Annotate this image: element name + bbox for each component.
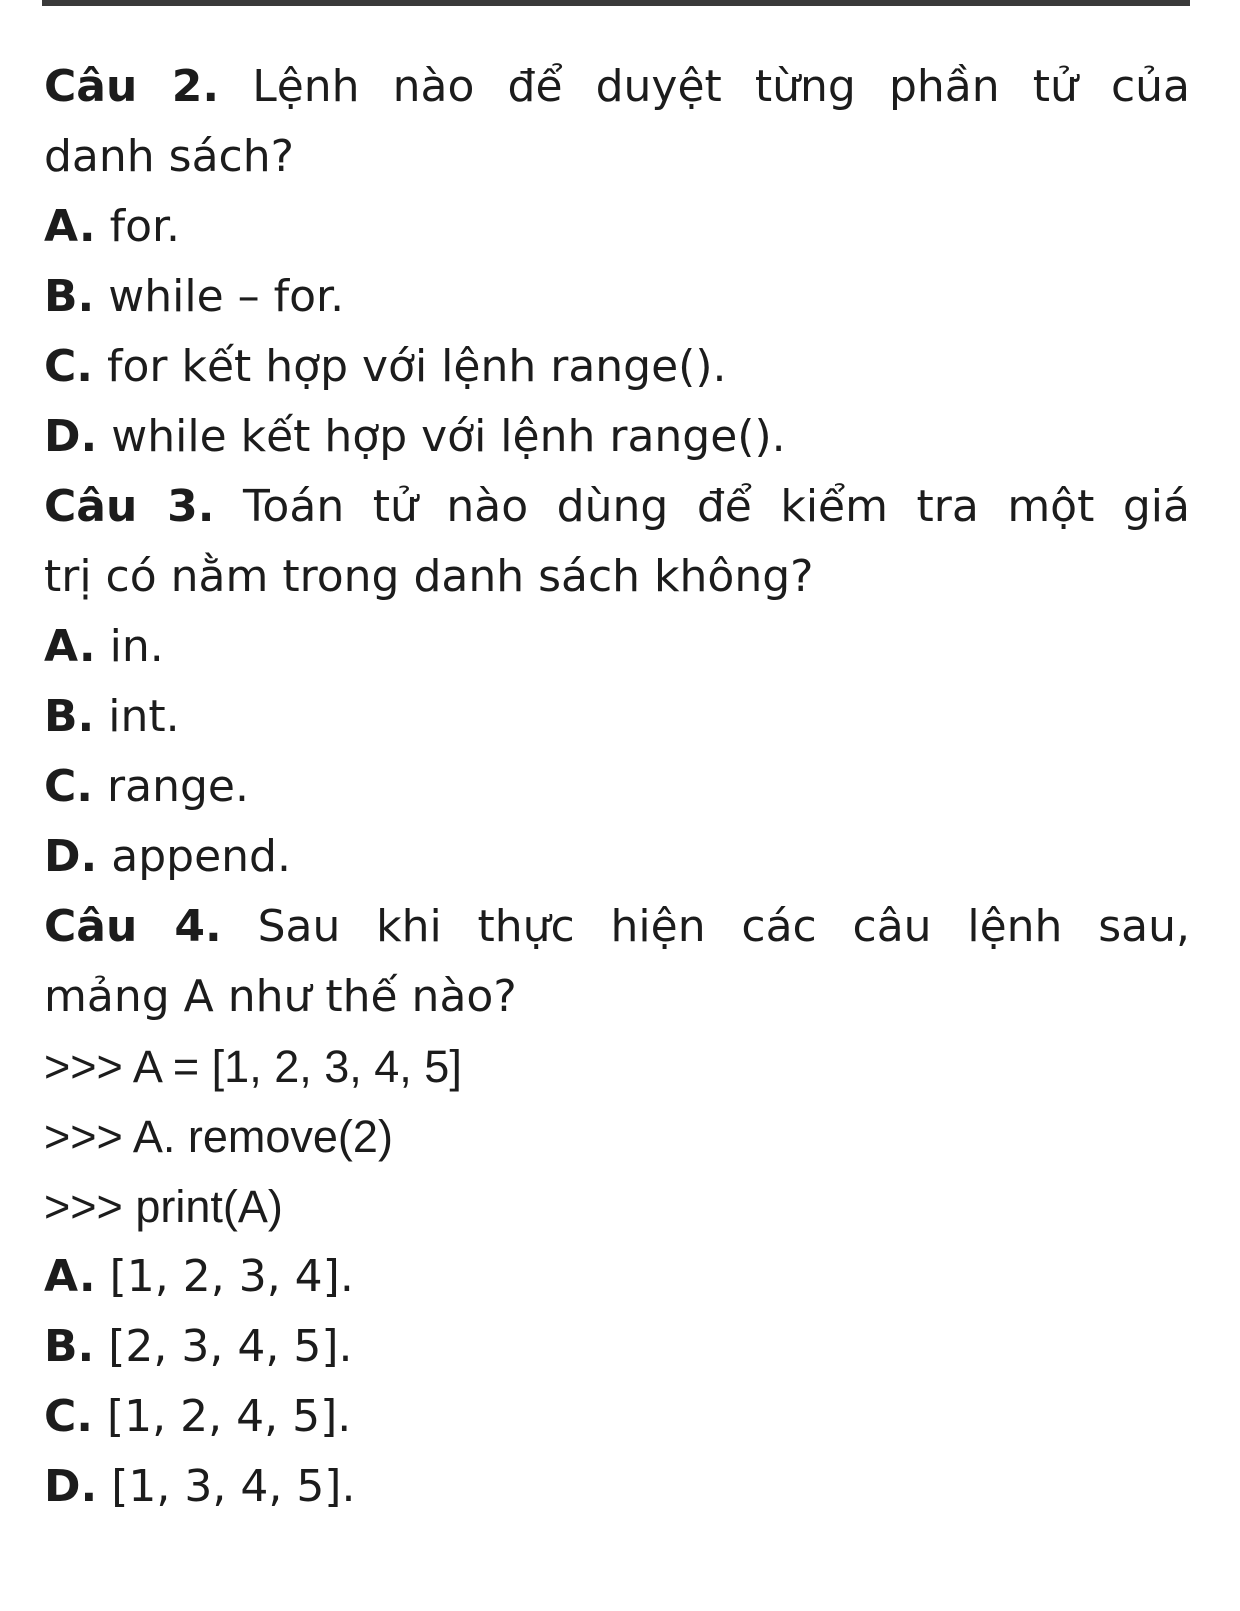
question-4-line-1 xyxy=(44,892,1190,962)
top-divider xyxy=(42,0,1190,6)
question-3-option-c xyxy=(44,752,1190,822)
option-letter: B. xyxy=(44,691,95,742)
question-4-option-b xyxy=(44,1312,1190,1382)
question-2-option-a xyxy=(44,192,1190,262)
question-3-line-2: trị có nằm trong danh sách không? xyxy=(44,551,814,602)
option-letter: A. xyxy=(44,621,96,672)
option-text: append. xyxy=(111,831,291,882)
question-4-line-2: mảng A như thế nào? xyxy=(44,971,517,1022)
option-letter: C. xyxy=(44,761,94,812)
question-2-line-2: danh sách? xyxy=(44,131,294,182)
question-2-label: Câu 2. xyxy=(44,61,220,112)
option-letter: C. xyxy=(44,341,94,392)
question-4-option-a xyxy=(44,1242,1190,1312)
option-letter: A. xyxy=(44,201,96,252)
question-3-text: Toán tử nào dùng để kiểm tra một giá xyxy=(243,481,1190,532)
code-line-3: >>> print(A) xyxy=(44,1181,283,1232)
option-text: [2, 3, 4, 5]. xyxy=(108,1321,353,1372)
option-letter: B. xyxy=(44,1321,95,1372)
option-letter: B. xyxy=(44,271,95,322)
question-4-option-d xyxy=(44,1452,1190,1522)
option-text: in. xyxy=(109,621,164,672)
option-text: range. xyxy=(107,761,249,812)
option-text: int. xyxy=(108,691,180,742)
option-text: [1, 3, 4, 5]. xyxy=(111,1461,356,1512)
option-text: while – for. xyxy=(108,271,345,322)
question-2-option-c xyxy=(44,332,1190,402)
option-letter: C. xyxy=(44,1391,94,1442)
question-4-text: Sau khi thực hiện các câu lệnh sau, xyxy=(257,901,1190,952)
quiz-content xyxy=(44,52,1190,1522)
option-letter: D. xyxy=(44,411,98,462)
option-text: for. xyxy=(109,201,181,252)
question-3-line-1 xyxy=(44,472,1190,542)
question-2-option-b xyxy=(44,262,1190,332)
question-2-text: Lệnh nào để duyệt từng phần tử của xyxy=(252,61,1190,112)
question-4-option-c xyxy=(44,1382,1190,1452)
option-text: [1, 2, 3, 4]. xyxy=(109,1251,354,1302)
option-text: for kết hợp với lệnh range(). xyxy=(107,341,727,392)
code-line-1: >>> A = [1, 2, 3, 4, 5] xyxy=(44,1041,462,1092)
question-3-option-a xyxy=(44,612,1190,682)
question-4-label: Câu 4. xyxy=(44,901,222,952)
option-text: [1, 2, 4, 5]. xyxy=(107,1391,352,1442)
question-2-line-1 xyxy=(44,52,1190,122)
option-text: while kết hợp với lệnh range(). xyxy=(111,411,786,462)
question-2-option-d xyxy=(44,402,1190,472)
option-letter: D. xyxy=(44,831,98,882)
question-3-option-d xyxy=(44,822,1190,892)
option-letter: A. xyxy=(44,1251,96,1302)
code-line-2: >>> A. remove(2) xyxy=(44,1111,393,1162)
option-letter: D. xyxy=(44,1461,98,1512)
question-3-option-b xyxy=(44,682,1190,752)
question-3-label: Câu 3. xyxy=(44,481,215,532)
